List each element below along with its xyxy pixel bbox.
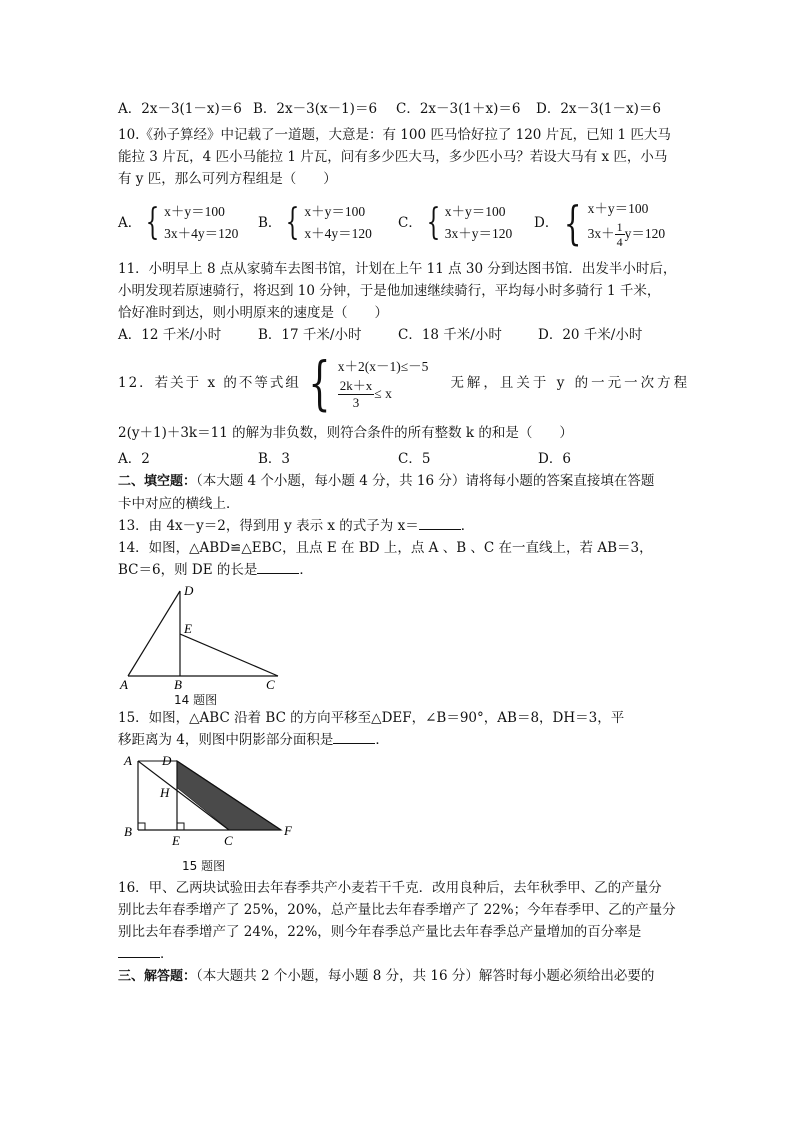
q16-line-2: 别比去年春季增产了 25%，20%，总产量比去年春季增产了 22%；今年春季甲、乙的产量分 (118, 902, 676, 918)
q15-label-d: D (162, 753, 172, 768)
q15-diagram (118, 753, 318, 859)
q10-a-eq1: x＋y＝100 (164, 204, 225, 219)
q12-ineq-1: x＋2(x－1)≤－5 (337, 358, 429, 374)
q14-line-2-text: BC＝6，则 DE 的长是 (118, 562, 258, 578)
q15-label-e: E (172, 833, 180, 848)
q12-fraction (338, 378, 375, 411)
q10-d-frac-num: 1 (616, 219, 623, 234)
q10-option-b-system: { x＋y＝100 x＋4y＝120 (286, 202, 372, 243)
q15-line-2 (118, 729, 678, 751)
q16-line-3: 别比去年春季增产了 24%，22%，则今年春季总产量比去年春季总产量增加的百分率是 (118, 924, 642, 940)
q10-option-b (258, 201, 398, 245)
q12-frac-num: 2k＋x (339, 377, 373, 393)
q10-a-eq2: 3x＋4y＝120 (164, 226, 239, 241)
q14-caption: 14 题图 (174, 693, 218, 707)
q10-d-fraction (615, 220, 625, 249)
q10-option-a (118, 201, 258, 245)
q16-end: ． (160, 946, 174, 962)
q15-label-b: B (124, 824, 132, 839)
q10-b-eq2: x＋4y＝120 (304, 226, 372, 241)
q10-option-b-label: B． (258, 215, 282, 231)
q15-end: ． (375, 732, 389, 748)
q12-frac-den: 3 (352, 394, 360, 410)
section-2-title: 二、填空题： (118, 474, 197, 489)
q9-option-b: B．2x－3(x－1)＝6 (253, 101, 378, 117)
q10-line-1: 10.《孙子算经》中记载了一道题，大意是：有 100 匹马恰好拉了 120 片瓦，已知 1 匹大马 (118, 127, 671, 143)
q16-answer-blank[interactable] (118, 943, 160, 958)
q15-label-c: C (224, 833, 233, 848)
q12-option-d: D．6 (538, 451, 571, 467)
q12-ineq-2 (338, 378, 429, 411)
q14-label-a: A (120, 677, 128, 689)
q15-label-h: H (160, 785, 170, 800)
q11-option-a: A．12 千米/小时 (118, 327, 222, 343)
q10-c-eq1: x＋y＝100 (444, 204, 506, 219)
q15-label-f: F (284, 823, 292, 838)
q10-options (118, 196, 678, 250)
q10-option-d (534, 198, 665, 249)
section-3-desc: （本大题共 2 个小题，每小题 8 分，共 16 分）解答时每小题必须给出必要的 (196, 968, 655, 984)
q10-option-c-system: { x＋y＝100 3x＋y＝120 (426, 202, 513, 243)
q10-d-frac-den: 4 (616, 234, 623, 249)
q12-inequality-system: { x＋2(x－1)≤－5 $\frac{2k+x}{3}$ ≤ x (308, 349, 429, 417)
q12-ineq-2-tail: ≤ x (374, 386, 392, 401)
q12-option-a: A．2 (118, 451, 150, 467)
q15-answer-blank[interactable] (333, 729, 375, 744)
q14-label-e: E (184, 621, 192, 636)
q9-option-d: D．2x－3(1－x)＝6 (536, 101, 661, 117)
q14-answer-blank[interactable] (257, 559, 299, 574)
q10-c-eq2: 3x＋y＝120 (444, 226, 513, 241)
q14-line-1: 14．如图，△ABD≌△EBC，且点 E 在 BD 上，点 A 、B 、C 在一直线上，若 AB＝3， (118, 540, 653, 556)
q14-label-c: C (266, 677, 275, 689)
q16-line-1: 16．甲、乙两块试验田去年春季共产小麦若干千克．改用良种后，去年秋季甲、乙的产量分 (118, 880, 662, 896)
q10-option-d-label: D． (534, 215, 559, 231)
q12-prefix: 12．若关于 x 的不等式组 (118, 375, 301, 391)
q15-caption: 15 题图 (182, 859, 226, 873)
q10-d-eq1: x＋y＝100 (587, 200, 649, 216)
q11-options (118, 324, 678, 346)
q12-options (118, 448, 678, 470)
section-2-desc-2: 卡中对应的横线上． (118, 496, 240, 512)
q11-option-c: C．18 千米/小时 (398, 327, 502, 343)
q13-answer-blank[interactable] (419, 515, 461, 530)
q9-option-c: C．2x－3(1＋x)＝6 (396, 101, 521, 117)
q16-answer-line (118, 943, 678, 965)
q11-line-2: 小明发现若原速骑行，将迟到 10 分钟，于是他加速继续骑行，平均每小时多骑行 1 千米， (118, 283, 661, 299)
q14-label-d: D (184, 583, 194, 598)
q10-b-eq1: x＋y＝100 (304, 204, 366, 219)
section-3-title: 三、解答题： (118, 969, 197, 984)
q12-option-c: C．5 (398, 451, 431, 467)
q15-line-2-text: 移距离为 4，则图中阴影部分面积是 (118, 732, 334, 748)
q9-options (118, 98, 678, 120)
q11-option-d: D．20 千米/小时 (538, 327, 643, 343)
exam-page (118, 98, 691, 988)
q13 (118, 515, 678, 537)
q11-line-3: 恰好准时到达，则小明原来的速度是（ ） (118, 305, 388, 321)
q15-label-a: A (124, 753, 132, 768)
q10-d-eq2 (588, 220, 666, 249)
q10-line-3: 有 y 匹，那么可列方程组是（ ） (118, 171, 337, 187)
q10-option-c (398, 201, 534, 245)
q13-text: 13．由 4x－y＝2，得到用 y 表示 x 的式子为 x＝ (118, 518, 419, 534)
section-3-header (118, 965, 678, 988)
q10-option-a-system: { x＋y＝100 3x＋4y＝120 (145, 202, 239, 243)
q14-end: ． (299, 562, 313, 578)
q11-option-b: B．17 千米/小时 (258, 327, 362, 343)
q10-line-2: 能拉 3 片瓦，4 匹小马能拉 1 片瓦，问有多少匹大马，多少匹小马？若设大马有 x 匹，小马 (118, 149, 668, 165)
q12-stem (118, 349, 691, 417)
q10-d-eq2-part1: 3x＋ (587, 226, 615, 241)
q10-option-c-label: C． (398, 215, 422, 231)
q12-suffix: 无解，且关于 y 的一元一次方程 (450, 375, 691, 391)
q9-option-a: A．2x－3(1－x)＝6 (118, 101, 242, 117)
q10-d-eq2-part2: y＝120 (624, 226, 666, 241)
q14-diagram (118, 583, 318, 689)
q10-option-d-system: { x＋y＝100 3x＋ $\frac{1}{4}$ y＝120 (564, 196, 666, 250)
q14-label-b: B (174, 677, 182, 689)
section-2-header (118, 470, 678, 493)
q14-line-ec (180, 634, 278, 676)
q14-line-ad (128, 591, 180, 676)
q12-option-b: B．3 (258, 451, 291, 467)
q13-end: ． (460, 518, 475, 534)
q15-figure (118, 753, 318, 877)
q14-line-2 (118, 559, 678, 581)
q15-line-1: 15．如图，△ABC 沿着 BC 的方向平移至△DEF，∠B＝90°，AB＝8，DH＝3，平 (118, 710, 625, 726)
q15-right-angle-b (138, 823, 145, 830)
section-2-desc: （本大题 4 个小题，每小题 4 分，共 16 分）请将每小题的答案直接填在答题 (196, 473, 655, 489)
q14-figure (118, 583, 318, 707)
q11-line-1: 11．小明早上 8 点从家骑车去图书馆，计划在上午 11 点 30 分到达图书馆．出发半小时后， (118, 261, 677, 277)
q12-line-2: 2(y＋1)＋3k＝11 的解为非负数，则符合条件的所有整数 k 的和是（ ） (118, 425, 573, 441)
q10-option-a-label: A． (118, 215, 142, 231)
